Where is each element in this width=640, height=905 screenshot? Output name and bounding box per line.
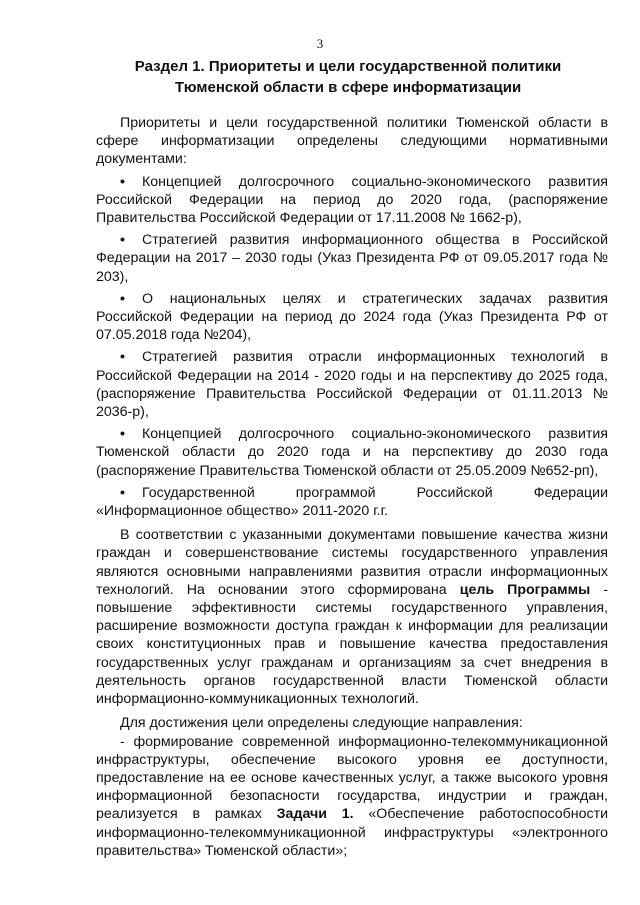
goal-paragraph [96,526,608,708]
document-body [96,114,608,860]
intro-paragraph: Приоритеты и цели государственной политики Тюменской области в сфере информатизации определены следующими нормативными документами: [96,115,608,168]
list-item-text: О национальных целях и стратегических задачах развития Российской Федерации на период до 2024 года (Указ Президента РФ от 07.05.2018 года №204), [96,290,608,344]
list-item-text: Государственной программой Российской Федерации «Информационное общество» 2011-2020 г.г. [96,484,608,520]
bullet-icon: • [120,484,125,501]
list-item [96,290,608,345]
bullet-icon: • [120,290,125,307]
list-item-text: Стратегией развития отрасли информационных технологий в Российской Федерации на 2014 - 2020 годы и на перспективу до 2025 года, (распоряжение Правительства Российской Федерации от 01.11.2013 № 2036-р), [96,349,608,421]
goal-text-before: В соответствии с указанными документами повышение качества жизни граждан и совершенствование системы государственного управления являются основными направлениями развития отрасли информационных технологий. На основании этого сформирована [96,527,608,598]
task-term: Задачи 1. [276,806,354,823]
list-item-text: Стратегией развития информационного общества в Российской Федерации на 2017 – 2030 годы (Указ Президента РФ от 09.05.2017 года № 203), [96,232,608,285]
direction-text-after: «Обеспечение работоспособности информационно-телекоммуникационной инфраструктуры «электронного правительства» Тюменской области»; [96,806,608,859]
directions-intro: Для достижения цели определены следующие направления: [120,715,523,732]
page-number: 3 [316,36,324,51]
bullet-icon: • [120,173,125,190]
bullet-icon: • [120,349,125,366]
list-item [96,348,608,421]
list-item [96,425,608,480]
direction-paragraph [96,733,608,860]
direction-text-before: - формирование современной информационно-телекоммуникационной инфраструктуры, обеспечение высокого уровня ее доступности, предоставление на ее основе качественных услуг, а также высокого уровня информационной безопасности государства, индустрии и граждан, реализуется в рамках [96,733,608,823]
bullet-icon: • [120,426,125,443]
bullet-icon: • [120,232,125,249]
list-item [96,173,608,228]
goal-term: цель Программы [459,581,591,598]
list-item [96,484,608,520]
list-item-text: Концепцией долгосрочного социально-экономического развития Тюменской области до 2020 года и на перспективу до 2030 года (распоряжение Правительства Тюменской области от 25.05.2009 №652-рп), [96,426,608,479]
list-item [96,231,608,286]
section-title: Раздел 1. Приоритеты и цели государственной политики Тюменской области в сфере информатизации [134,58,562,96]
list-item-text: Концепцией долгосрочного социально-экономического развития Российской Федерации на период до 2020 года, (распоряжение Правительства Российской Федерации от 17.11.2008 № 1662-р), [96,173,608,227]
goal-text-after: - повышение эффективности системы государственного управления, расширение возможности доступа граждан к информации для реализации своих конституционных прав и повышение качества предоставления государственных услуг гражданам и организациям за счет внедрения в деятельность органов государственной власти Тюменской области информационно-коммуникационных технологий. [96,581,609,708]
